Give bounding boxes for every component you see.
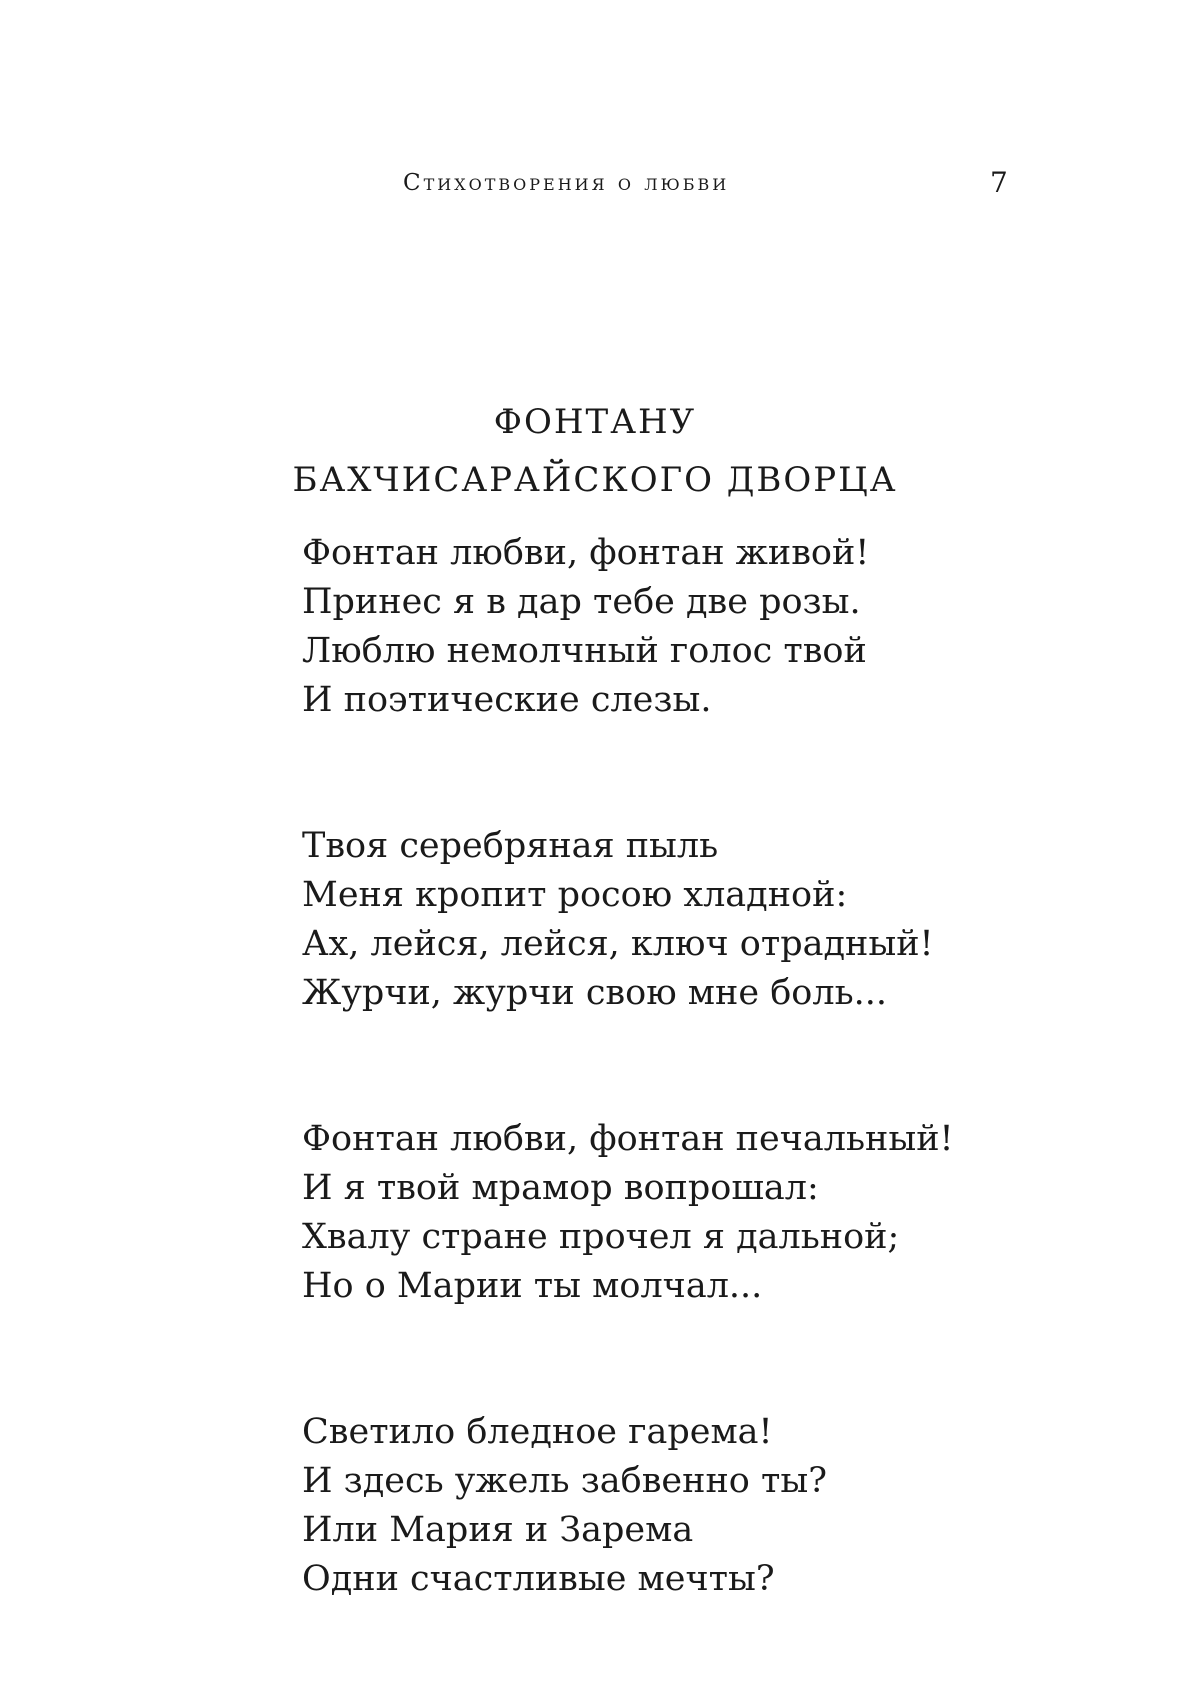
poem-line: Ах, лейся, лейся, ключ отрадный! [302, 924, 934, 964]
poem-line: Фонтан любви, фонтан живой! [302, 533, 870, 573]
poem-body [302, 529, 1062, 1604]
poem-line: Одни счастливые мечты? [302, 1559, 775, 1599]
poem-line: Светило бледное гарема! [302, 1412, 773, 1452]
stanza [302, 1115, 1062, 1311]
page-number: 7 [990, 166, 1008, 199]
running-head [0, 166, 1190, 200]
poem-line: Журчи, журчи свою мне боль... [302, 973, 888, 1013]
poem-line: Принес я в дар тебе две розы. [302, 582, 861, 622]
poem-title-line: ФОНТАНУ [493, 402, 697, 442]
poem-line: Фонтан любви, фонтан печальный! [302, 1119, 954, 1159]
poem-title-line: БАХЧИСАРАЙСКОГО ДВОРЦА [292, 460, 898, 500]
poem-line: И здесь ужель забвенно ты? [302, 1461, 827, 1501]
poem-title [0, 393, 1190, 509]
stanza [302, 822, 1062, 1018]
poem-line: Или Мария и Зарема [302, 1510, 694, 1550]
poem-line: И я твой мрамор вопрошал: [302, 1168, 819, 1208]
stanza [302, 529, 1062, 725]
stanza [302, 1408, 1062, 1604]
running-title: Стихотворения о любви [403, 170, 730, 196]
poem-line: Меня кропит росою хладной: [302, 875, 848, 915]
poem-line: Твоя серебряная пыль [302, 826, 719, 866]
poem-line: Хвалу стране прочел я дальной; [302, 1217, 900, 1257]
poem-line: Люблю немолчный голос твой [302, 631, 867, 671]
poem-line: И поэтические слезы. [302, 680, 712, 720]
poem-line: Но о Марии ты молчал... [302, 1266, 763, 1306]
